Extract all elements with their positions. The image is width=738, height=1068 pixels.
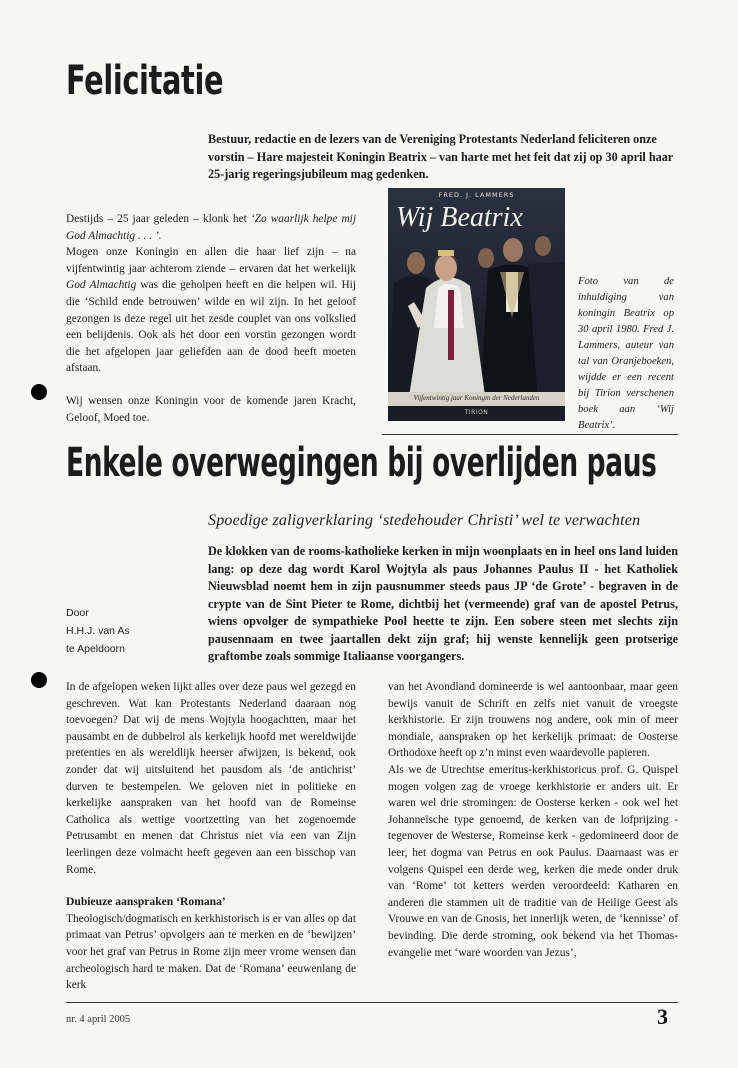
bullet-dot bbox=[31, 384, 47, 400]
byline-place: te Apeldoorn bbox=[66, 643, 125, 655]
article-title-felicitatie: Felicitatie bbox=[66, 58, 224, 104]
photo-caption: Foto van de inhuldiging van koningin Beatrix op 30 april 1980. Fred J. Lammers, auteur van tal van Oranjeboeken, wijdde er een recent bij Tirion verschenen boek aan ‘Wij Beatrix’. bbox=[578, 276, 674, 431]
section-heading: Dubieuze aanspraken ‘Romana’ bbox=[66, 895, 226, 909]
book-cover-image bbox=[388, 188, 565, 421]
book-banner: Vijfentwintig jaar Koningin der Nederlanden bbox=[413, 394, 540, 402]
byline bbox=[66, 604, 186, 658]
byline-author: H.H.J. van As bbox=[66, 625, 130, 637]
paragraph1-run: Destijds – 25 jaar geleden – klonk het bbox=[66, 213, 251, 225]
article2-column-2 bbox=[388, 679, 678, 961]
paragraph1-run: ‘Zo waarlijk helpe mij God Almachtig . . . ’. bbox=[66, 213, 356, 242]
page-number: 3 bbox=[657, 1004, 668, 1029]
footer-rule bbox=[66, 1002, 678, 1003]
section-divider bbox=[382, 434, 678, 435]
article1-body bbox=[66, 211, 356, 426]
article2-column-1 bbox=[66, 679, 356, 994]
column2-paragraph-1: van het Avondland domineerde is wel aantoonbaar, maar geen bewijs vanuit de Schrift en zelfs niet vanuit de vroegste kerkhistorie. Er zijn trouwens nog andere, ook min of meer mondiale, aanspraken op het kerkelijk primaat: de Oosterse Orthodoxe heeft op z’n minst even waardevolle papieren. bbox=[388, 681, 678, 760]
article1-paragraph-2 bbox=[66, 244, 356, 377]
paragraph2-run: God Almachtig bbox=[66, 279, 137, 292]
book-title: Wij Beatrix bbox=[396, 202, 523, 233]
column2-paragraph-2: Als we de Utrechtse emeritus-kerkhistoricus prof. G. Quispel mogen volgen zag de vroege kerkhistorie er anders uit. Er waren wel drie stromingen: de Oosterse kerken - ook wel het Johanneïsche type genoemd, de kerken van de lofprijzing - tegenover de Westerse, Romeinse kerk - gedomineerd door de leer, het dogma van Petrus en ook Paulus. Daarnaast was er volgens Quispel een derde weg, kerken die mede onder druk van ‘Rome’ tot ketters werden veroordeeld: Katharen en anderen die stammen uit de traditie van de Heilige Geest als Vrouwe en van de Gnosis, het innerlijk weten, de ‘kennisse’ of bevinding. Die derde stroming, ook bekend via het Thomas-evangelie met ‘ware woorden van Jezus’, bbox=[388, 763, 678, 959]
article2-intro: De klokken van de rooms-katholieke kerken in mijn woonplaats en in heel ons land luiden lang: op deze dag wordt Karol Wojtyla als paus Johannes Paulus II - het Katholiek Nieuwsblad noemt hem in zijn pausnummer steeds paus JP ‘de Grote’ - begraven in de crypte van de Sint Pieter te Rome, dichtbij het (vermeende) graf van de apostel Petrus, wiens opvolger de sympathieke Pool heette te zijn. Een sobere steen met slechts zijn pausennaam en twee jaartallen dekt zijn graf; hij wenste kennelijk geen protserige graftombe zoals sommige Italiaanse voorgangers. bbox=[208, 544, 678, 663]
article1-paragraph-1 bbox=[66, 211, 356, 244]
column1-paragraph-1: In de afgelopen weken lijkt alles over deze paus wel gezegd en geschreven. Wat kan Protestants Nederland daaraan nog toevoegen? Dat wij de mens Wojtyla hoogachtten, maar het pausambt en de dubbelrol als kerkelijk hoofd met wereldwijde pretenties en als wereldlijk heerser afwijzen, is bekend, ook zonder dat wij uitsluitend het pausdom als ‘de antichrist’ durven te bestempelen. We geloven niet in politieke en kerkelijke aanspraken van het hoofd van de Romeinse Catholica als wettige voortzetting van het zogenoemde Petrusambt en menen dat Christus niet via een van Zijn leerlingen deze volmacht heeft gegeven aan een bisschop van Rome. bbox=[66, 681, 356, 876]
article-title-paus: Enkele overwegingen bij overlijden paus bbox=[66, 440, 657, 486]
byline-by: Door bbox=[66, 607, 89, 619]
bullet-dot bbox=[31, 672, 47, 688]
article-intro: Bestuur, redactie en de lezers van de Vereniging Protestants Nederland feliciteren onze vorstin – Hare majesteit Koningin Beatrix – van harte met het feit dat zij op 30 april haar 25-jarig regeringsjubileum mag gedenken. bbox=[208, 132, 673, 181]
article-subtitle: Spoedige zaligverklaring ‘stedehouder Christi’ wel te verwachten bbox=[208, 512, 641, 529]
paragraph2-run: Mogen onze Koningin en allen die haar lief zijn – na vijfentwintig jaar achterom ziende – ervaren dat het werkelijk bbox=[66, 246, 356, 275]
paragraph2-run: was die geholpen heeft en die helpen wil. Hij die ‘Schild ende betrouwen’ wilde en wil zijn. In het geloof gezongen is deze regel uit het zesde couplet van ons volkslied een belijdenis. Ook als het door een vorstin gezongen wordt die het afgelopen jaar geliefden aan de dood heeft moeten afstaan. bbox=[66, 279, 357, 375]
book-publisher: TIRION bbox=[464, 409, 489, 416]
issue-label: nr. 4 april 2005 bbox=[66, 1014, 131, 1025]
article1-paragraph-3: Wij wensen onze Koningin voor de komende jaren Kracht, Geloof, Moed toe. bbox=[66, 394, 356, 424]
book-author: FRED. J. LAMMERS bbox=[438, 191, 515, 199]
column1-paragraph-2: Theologisch/dogmatisch en kerkhistorisch is er van alles op dat primaat van Petrus’ opvolgers aan te merken en de ‘bewijzen’ voor het graf van Petrus in Rome zijn meer vrome wensen dan archeologisch hard te maken. Dat de ‘Romana’ eeuwenlang de kerk bbox=[66, 912, 356, 992]
